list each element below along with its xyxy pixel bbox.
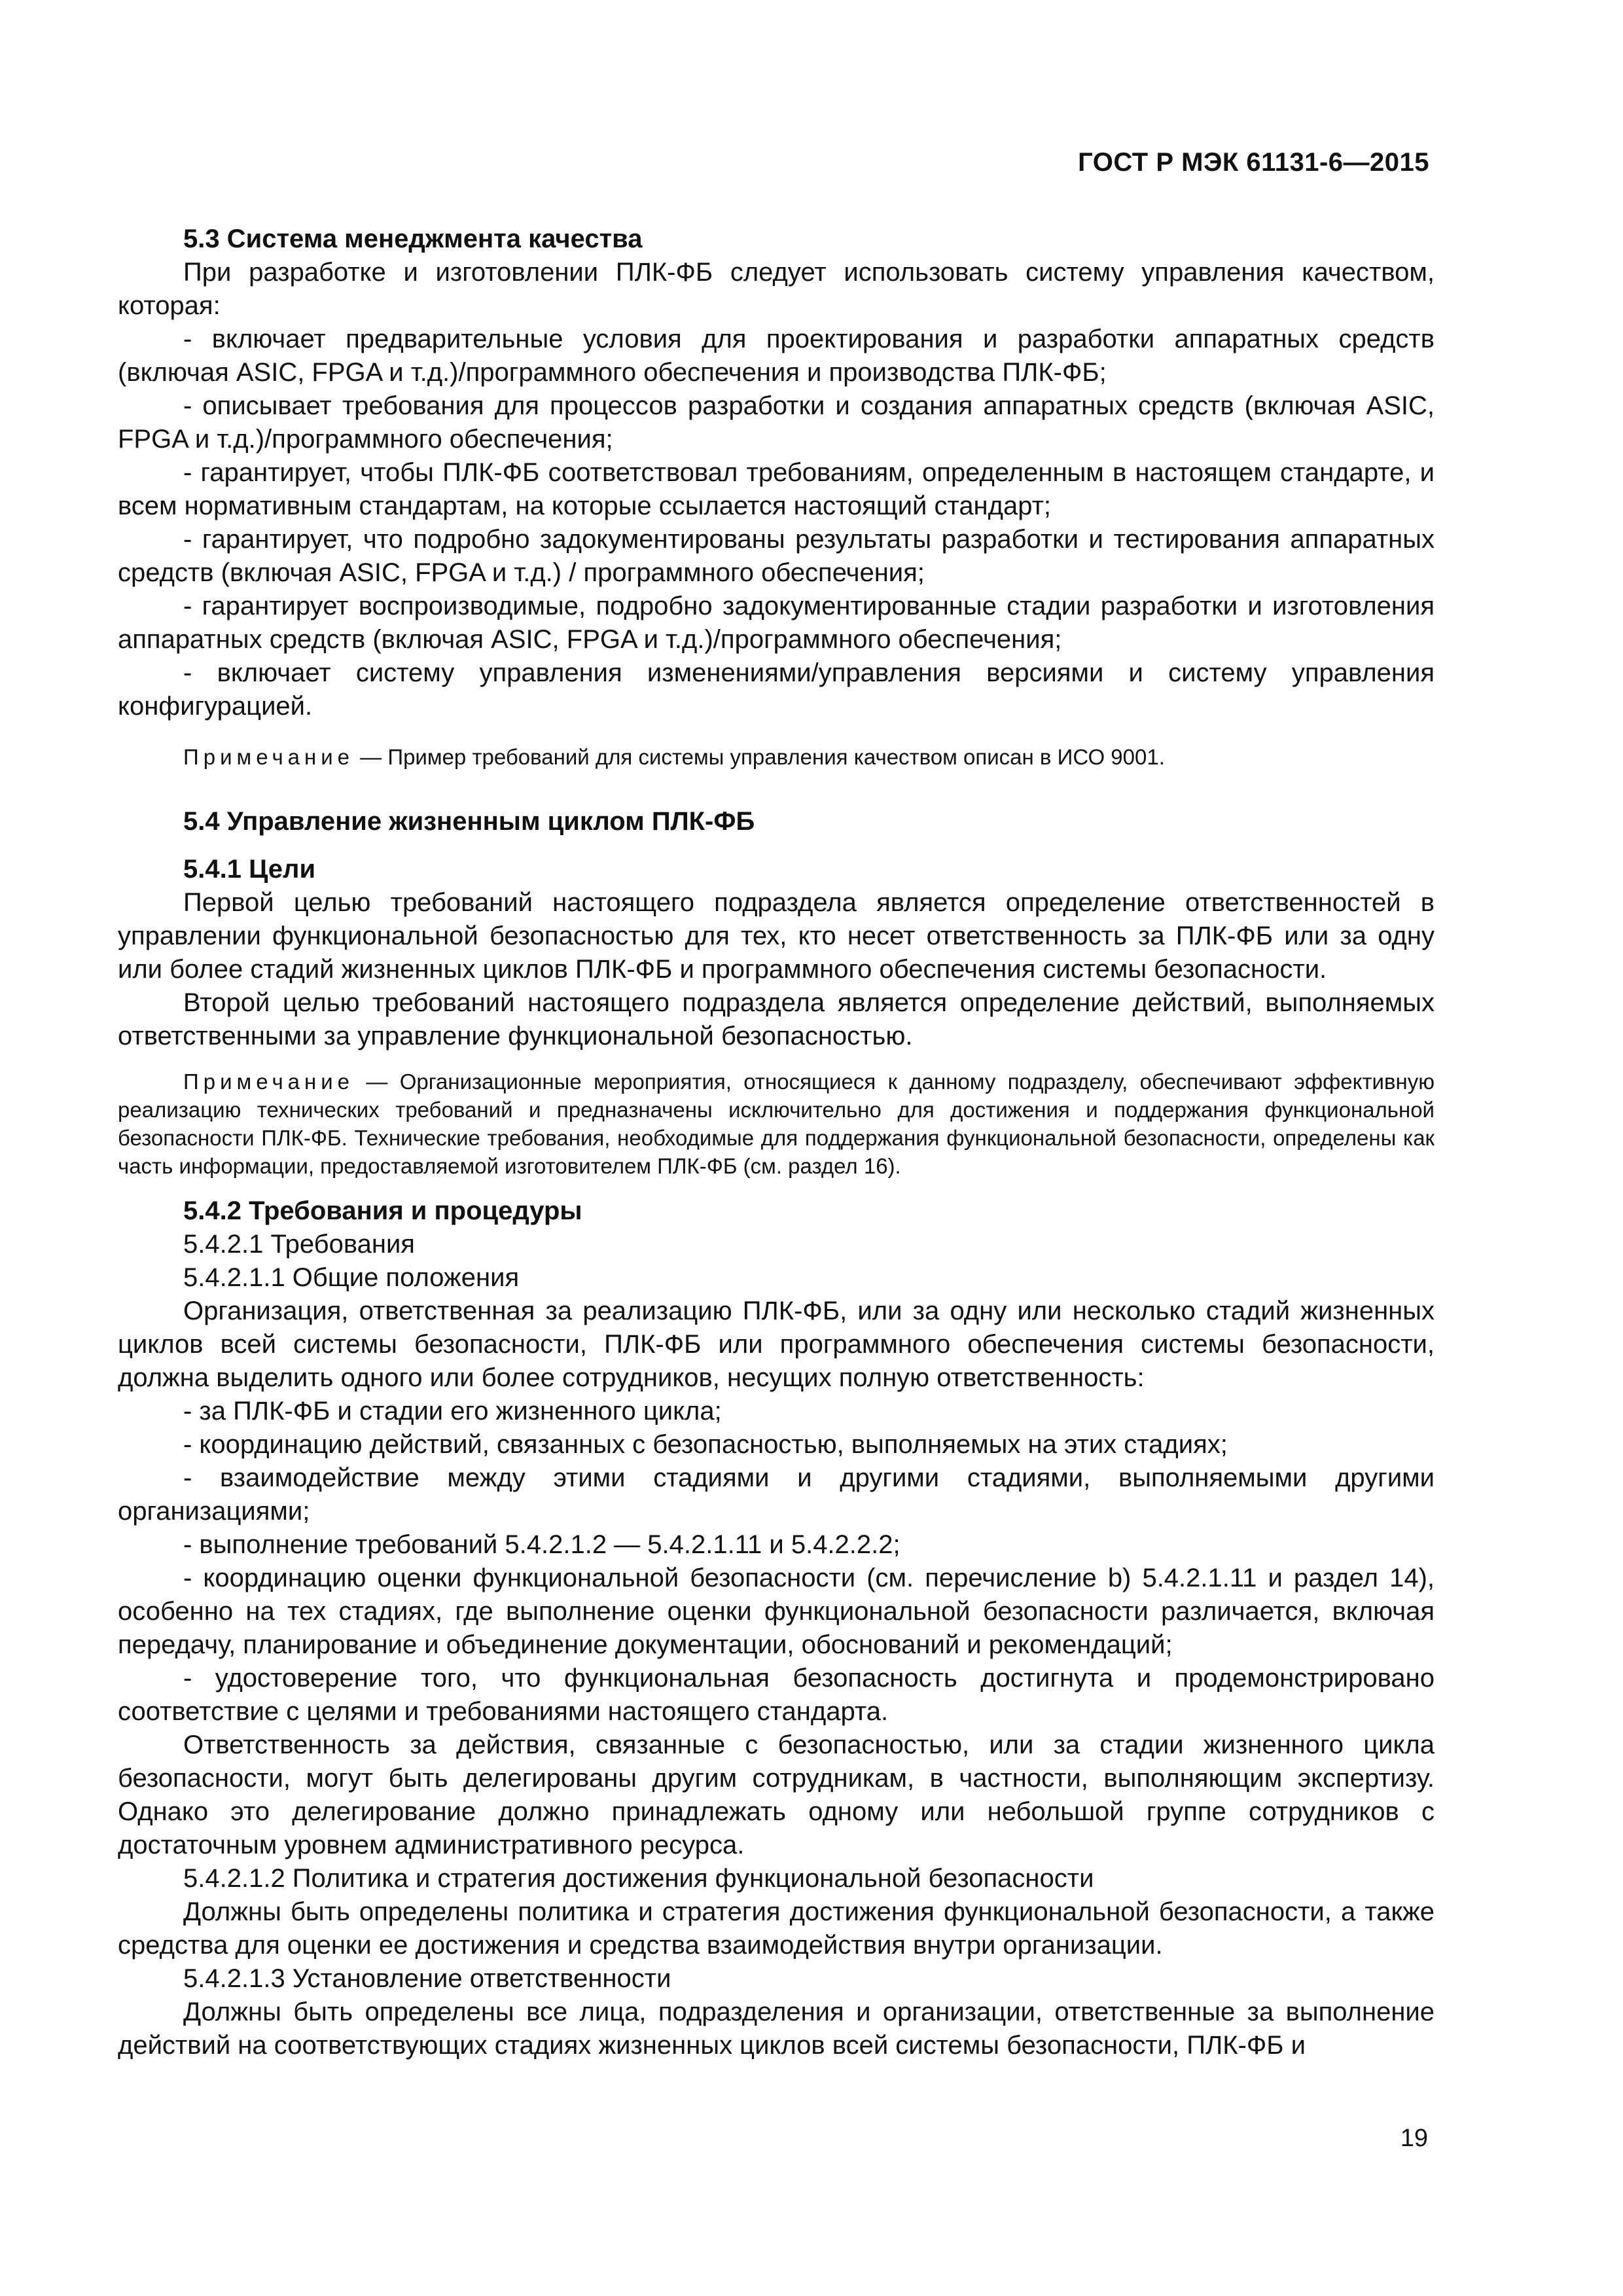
document-body [118,223,1435,2062]
section-5-4-2-item: - за ПЛК-ФБ и стадии его жизненного цикла; [183,1397,722,1426]
note-text: — Пример требований для системы управления качеством описан в ИСО 9001. [354,745,1165,769]
subsection-title: 5.4.2.1.2 Политика и стратегия достижения функциональной безопасности [183,1864,1094,1893]
subsection-title: 5.4.2.1.3 Установление ответственности [183,1964,671,1993]
section-5-3-item: - гарантирует, что подробно задокументированы результаты разработки и тестирования аппаратных средств (включая ASIC, FPGA и т.д.) / программного обеспечения; [118,525,1435,587]
section-5-3-item: - описывает требования для процессов разработки и создания аппаратных средств (включая ASIC, FPGA и т.д.)/программного обеспечения; [118,391,1435,454]
document-header-id: ГОСТ Р МЭК 61131-6—2015 [1078,148,1429,177]
section-5-4-2-item: - взаимодействие между этими стадиями и другими стадиями, выполняемыми другими организациями; [118,1463,1435,1526]
note-label: Примечание [183,745,355,769]
section-5-4-2-item: - выполнение требований 5.4.2.1.2 — 5.4.2.1.11 и 5.4.2.2.2; [183,1530,901,1559]
section-5-4-2-item: - координацию действий, связанных с безопасностью, выполняемых на этих стадиях; [183,1430,1228,1459]
note-text: — Организационные мероприятия, относящиеся к данному подразделу, обеспечивают эффективную реализацию технических требований и предназначены исключительно для достижения и поддержания функциональной безопасности ПЛК-ФБ. Технические требования, необходимые для поддержания функциональной безопасности, определены как часть информации, предоставляемой изготовителем ПЛК-ФБ (см. раздел 16). [118,1069,1435,1178]
section-5-3-item: - включает систему управления изменениями/управления версиями и систему управления конфигурацией. [118,658,1435,721]
section-5-4-2-para: Должны быть определены политика и стратегия достижения функциональной безопасности, а также средства для оценки ее достижения и средства взаимодействия внутри организации. [118,1897,1435,1960]
section-5-4-2-para: Организация, ответственная за реализацию ПЛК-ФБ, или за одну или несколько стадий жизненных циклов всей системы безопасности, ПЛК-ФБ или программного обеспечения системы безопасности, должна выделить одного или более сотрудников, несущих полную ответственность: [118,1297,1435,1392]
section-5-4-2-item: - удостоверение того, что функциональная безопасность достигнута и продемонстрировано соответствие с целями и требованиями настоящего стандарта. [118,1664,1435,1726]
section-5-3-intro: При разработке и изготовлении ПЛК-ФБ следует использовать систему управления качеством, которая: [118,258,1435,320]
section-5-3-heading: 5.3 Система менеджмента качества [183,224,643,253]
section-5-4-1-para: Первой целью требований настоящего подраздела является определение ответственностей в управлении функциональной безопасностью для тех, кто несет ответственность за ПЛК-ФБ или за одну или более стадий жизненных циклов ПЛК-ФБ и программного обеспечения системы безопасности. [118,888,1435,984]
section-5-4-2-para: Должны быть определены все лица, подразделения и организации, ответственные за выполнение действий на соответствующих стадиях жизненных циклов всей системы безопасности, ПЛК-ФБ и [118,1998,1435,2060]
note-label: Примечание [183,1069,355,1094]
section-5-4-1-note [118,1067,1435,1180]
section-5-4-2-item: - координацию оценки функциональной безопасности (см. перечисление b) 5.4.2.1.11 и раздел 14), особенно на тех стадиях, где выполнение оценки функциональной безопасности различается, включая передачу, планирование и объединение документации, обоснований и рекомендаций; [118,1564,1435,1659]
section-5-3-item: - гарантирует, чтобы ПЛК-ФБ соответствовал требованиям, определенным в настоящем стандарте, и всем нормативным стандартам, на которые ссылается настоящий стандарт; [118,458,1435,520]
page-number: 19 [1400,2125,1428,2152]
section-5-3-item: - гарантирует воспроизводимые, подробно задокументированные стадии разработки и изготовления аппаратных средств (включая ASIC, FPGA и т.д.)/программного обеспечения; [118,592,1435,654]
section-5-3-note [118,743,1435,771]
section-5-4-2-para: Ответственность за действия, связанные с безопасностью, или за стадии жизненного цикла безопасности, могут быть делегированы другим сотрудникам, в частности, выполняющим экспертизу. Однако это делегирование должно принадлежать одному или небольшой группе сотрудников с достаточным уровнем административного ресурса. [118,1731,1435,1859]
section-5-4-2-heading: 5.4.2 Требования и процедуры [183,1196,582,1225]
subsection-title: 5.4.2.1 Требования [183,1230,415,1259]
section-5-4-1-para: Второй целью требований настоящего подраздела является определение действий, выполняемых ответственными за управление функциональной безопасностью. [118,988,1435,1050]
subsection-title: 5.4.2.1.1 Общие положения [183,1263,520,1292]
section-5-3-item: - включает предварительные условия для проектирования и разработки аппаратных средств (включая ASIC, FPGA и т.д.)/программного обеспечения и производства ПЛК-ФБ; [118,325,1435,387]
section-5-4-1-heading: 5.4.1 Цели [183,855,316,884]
section-5-4-heading: 5.4 Управление жизненным циклом ПЛК-ФБ [183,807,755,836]
